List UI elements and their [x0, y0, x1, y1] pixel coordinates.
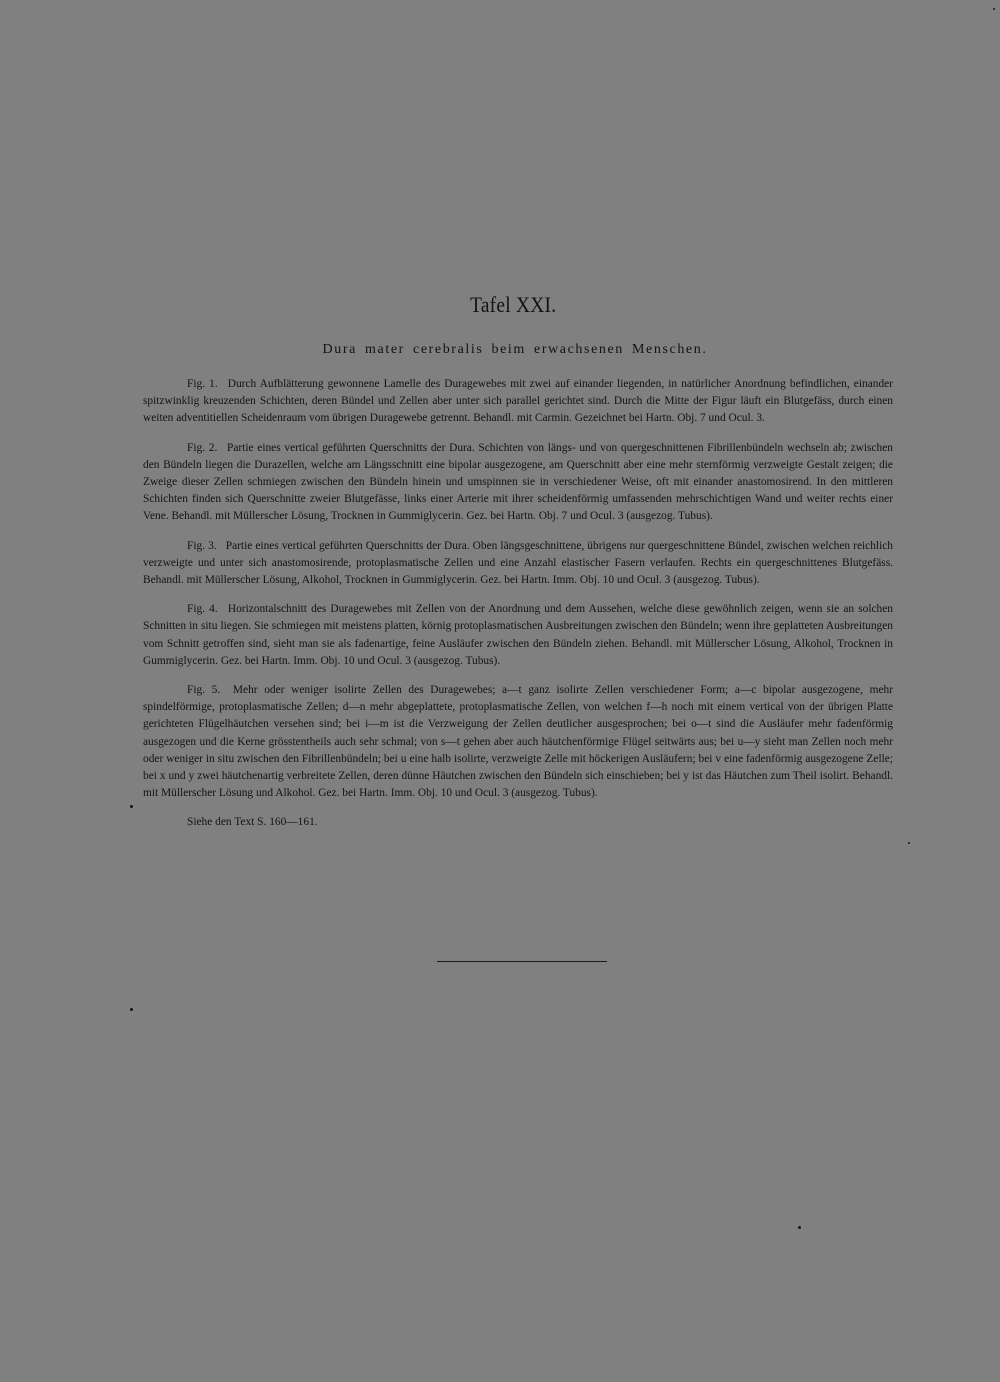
caption-fig-2	[143, 440, 893, 526]
fig-label: Fig. 4.	[187, 603, 218, 616]
scan-speck	[130, 1008, 133, 1011]
caption-text: Horizontalschnitt des Duragewebes mit Zellen von der Anordnung und dem Aussehen, welche diese gewöhnlich zeigen, wenn sie an solchen Schnitten in situ liegen. Sie schmiegen mit meistens platten, körnig protoplasmatischen Ausbreitungen zwischen den Bündeln; wenn ihre geplatteten Ausbreitungen vom Schnitt getroffen sind, sieht man sie als fadenartige, feine Ausläufer zwischen den Bündeln ziehen. Behandl. mit Müllerscher Lösung, Alkohol, Trocknen in Gummiglycerin. Gez. bei Hartn. Imm. Obj. 10 und Ocul. 3 (ausgezog. Tubus).	[143, 603, 893, 667]
text-reference: Siehe den Text S. 160—161.	[187, 816, 318, 829]
plate-title: Tafel XXI.	[470, 292, 557, 317]
caption-block	[143, 376, 893, 832]
scan-speck	[130, 805, 133, 808]
fig-label: Fig. 3.	[187, 539, 217, 552]
caption-fig-1	[143, 376, 893, 428]
caption-fig-3	[143, 538, 893, 590]
scan-speck	[908, 842, 910, 844]
plate-subtitle: Dura mater cerebralis beim erwachsenen Menschen.	[322, 342, 708, 357]
caption-text: Partie eines vertical geführten Querschnitts der Dura. Oben längsgeschnittene, übrigens nur quergeschnittene Bündel, zwischen welchen reichlich verzweigte und unter sich anastomosirende, protoplasmatische Zellen und eine Anzahl elastischer Fasern verlaufen. Rechts ein quergeschnittenes Blutgefäss. Behandl. mit Müllerscher Lösung, Alkohol, Trocknen in Gummiglycerin. Gez. bei Hartn. Imm. Obj. 10 und Ocul. 3 (ausgezog. Tubus).	[143, 539, 893, 587]
caption-text: Mehr oder weniger isolirte Zellen des Duragewebes; a—t ganz isolirte Zellen verschiedener Form; a—c bipolar ausgezogene, mehr spindelförmige, protoplasmatische Zellen; d—n mehr abgeplattete, protoplasmatische Zellen, von welchen f—h noch mit einem vertical von der übrigen Platte gerichteten Flügelhäutchen versehen sind; bei i—m ist die Verzweigung der Zellen deutlicher ausgesprochen; bei o—t sind die Ausläufer mehr fadenförmig ausgezogen und die Kerne grösstentheils auch sehr schmal; von s—t gehen aber auch häutchenförmige Flügel seitwärts aus; bei u—y sieht man Zellen noch mehr oder weniger in situ zwischen den Fibrillenbündeln; bei u eine halb isolirte, verzweigte Zelle mit höckerigen Ausläufern; bei v eine fadenförmig ausgezogene Zelle; bei x und y zwei häutchenartig verbreitete Zellen, deren dünne Häutchen zwischen den Bündeln sich einschieben; bei y ist das Häutchen zum Theil isolirt. Behandl. mit Müllerscher Lösung und Alkohol. Gez. bei Hartn. Imm. Obj. 10 und Ocul. 3 (ausgezog. Tubus).	[143, 684, 893, 800]
divider-rule	[437, 961, 607, 962]
fig-label: Fig. 5.	[187, 684, 221, 697]
caption-fig-4	[143, 601, 893, 670]
fig-label: Fig. 1.	[187, 378, 218, 390]
caption-fig-5	[143, 682, 893, 802]
scan-speck	[798, 1226, 801, 1229]
caption-text: Durch Aufblätterung gewonnene Lamelle des Duragewebes mit zwei auf einander liegenden, in natürlicher Anordnung befindlichen, einander spitzwinklig kreuzenden Schichten, deren Bündel und Zellen aber unter sich parallel gerichtet sind. Durch die Mitte der Figur läuft ein Blutgefäss, durch einen weiten adventitiellen Scheidenraum vom übrigen Duragewebe getrennt. Behandl. mit Carmin. Gezeichnet bei Hartn. Obj. 7 und Ocul. 3.	[143, 378, 893, 425]
scan-speck	[993, 8, 995, 10]
fig-label: Fig. 2.	[187, 441, 218, 454]
caption-text: Partie eines vertical geführten Querschnitts der Dura. Schichten von längs- und von quergeschnittenen Fibrillenbündeln wechseln ab; zwischen den Bündeln liegen die Durazellen, welche am Längsschnitt eine bipolar ausgezogene, am Querschnitt aber eine mehr sternförmig verzweigte Gestalt zeigen; die Zweige dieser Zellen schmiegen zwischen den Bündeln hinein und umspinnen sie in verschiedener Weise, oft mit einander anastomosirend. In den mittleren Schichten finden sich Querschnitte zweier Blutgefässe, links einer Arterie mit ihrer scheidenförmig umfassenden mehrschichtigen Wand und weiter rechts einer Vene. Behandl. mit Müllerscher Lösung, Trocknen in Gummiglycerin. Gez. bei Hartn. Obj. 7 und Ocul. 3 (ausgezog. Tubus).	[143, 441, 893, 523]
